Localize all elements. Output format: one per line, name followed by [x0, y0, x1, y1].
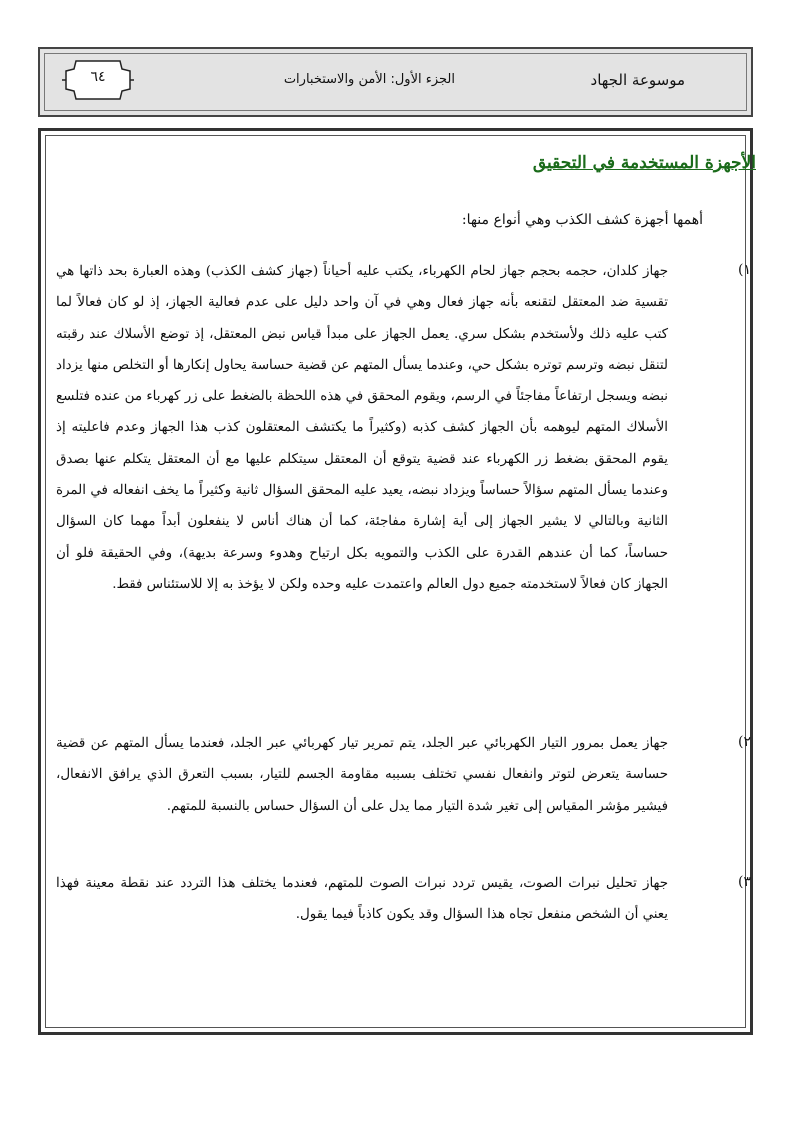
page-number-badge	[62, 57, 134, 103]
list-item: جهاز كلدان، حجمه بحجم جهاز لحام الكهرباء، يكتب عليه أحياناً (جهاز كشف الكذب) وهذه العبارة بحد ذاتها هي تقسية ضد المعتقل لتقنعه بأنه جهاز فعال وهي في آن واحد دليل على عدم فعالية الجهاز، إذ لو كان فعالاً لما كتب عليه ذلك ولأستخدم بشكل سري. يعمل الجهاز على مبدأ قياس نبض المعتقل، إذ توضع الأسلاك عند رقبته لتنقل نبضه وترسم توتره بشكل حي، وعندما يسأل المتهم عن قضية حساسة يحاول إنكارها أو التخلص منها يزداد نبضه ويسجل ارتفاعاً مفاجئاً في الرسم، ويقوم المحقق في هذه اللحظة بالضغط على زر كهرباء من عنده فتلسع الأسلاك المتهم ليوهمه بأن الجهاز كشف كذبه (وكثيراً ما يكتشف المعتقلون كذب هذا الجهاز وعدم فاعليته إذ يقوم المحقق بضغط زر الكهرباء عند قضية يتوقع أن المعتقل سيتكلم عليها مع أن المعتقل يتكلم عنها بصدق وعندما يسأل المتهم سؤالاً حساساً ويزداد نبضه، يعيد عليه المحقق السؤال ثانية وكثيراً ما يخف انفعاله في المرة الثانية وبالتالي لا يشير الجهاز إلى أية إشارة مفاجئة، كما أن هناك أناس لا ينفعلون أبداً مهما كان السؤال حساساً، كما أن عندهم القدرة على الكذب والتمويه بكل ارتياح وهدوء وسرعة بديهة)، وفي الحقيقة فلو أن الجهاز كان فعالاً لاستخدمته جميع دول العالم واعتمدت عليه وحده ولكن لا يؤخذ به إلا للاستئناس فقط.	[56, 264, 668, 592]
page-header	[38, 47, 753, 117]
encyclopedia-title: موسوعة الجهاد	[590, 71, 685, 89]
page-number: ٦٤	[90, 69, 106, 85]
part-title: الجزء الأول: الأمن والاستخبارات	[283, 72, 455, 87]
list-item: جهاز تحليل نبرات الصوت، يقيس تردد نبرات الصوت للمتهم، فعندما يختلف هذا التردد عند نقطة معينة فهذا يعني أن الشخص منفعل تجاه هذا السؤال وقد يكون كاذباً فيما يقول.	[56, 876, 668, 923]
item-number: ٢)	[738, 734, 751, 750]
section-intro: أهمها أجهزة كشف الكذب وهي أنواع منها:	[461, 212, 703, 228]
item-number: ١)	[738, 262, 751, 278]
list-item: جهاز يعمل بمرور التيار الكهربائي عبر الجلد، يتم تمرير تيار كهربائي عبر الجلد، فعندما يسأل المتهم عن قضية حساسة يتعرض لتوتر وانفعال نفسي تختلف بسببه مقاومة الجسم للتيار، بسبب التعرق الذي يرافق الانفعال، فيشير مؤشر المقياس إلى تغير شدة التيار مما يدل على أن السؤال حساس بالنسبة للمتهم.	[56, 736, 668, 814]
section-title: الأجهزة المستخدمة في التحقيق	[532, 153, 756, 173]
item-number: ٣)	[738, 874, 751, 890]
